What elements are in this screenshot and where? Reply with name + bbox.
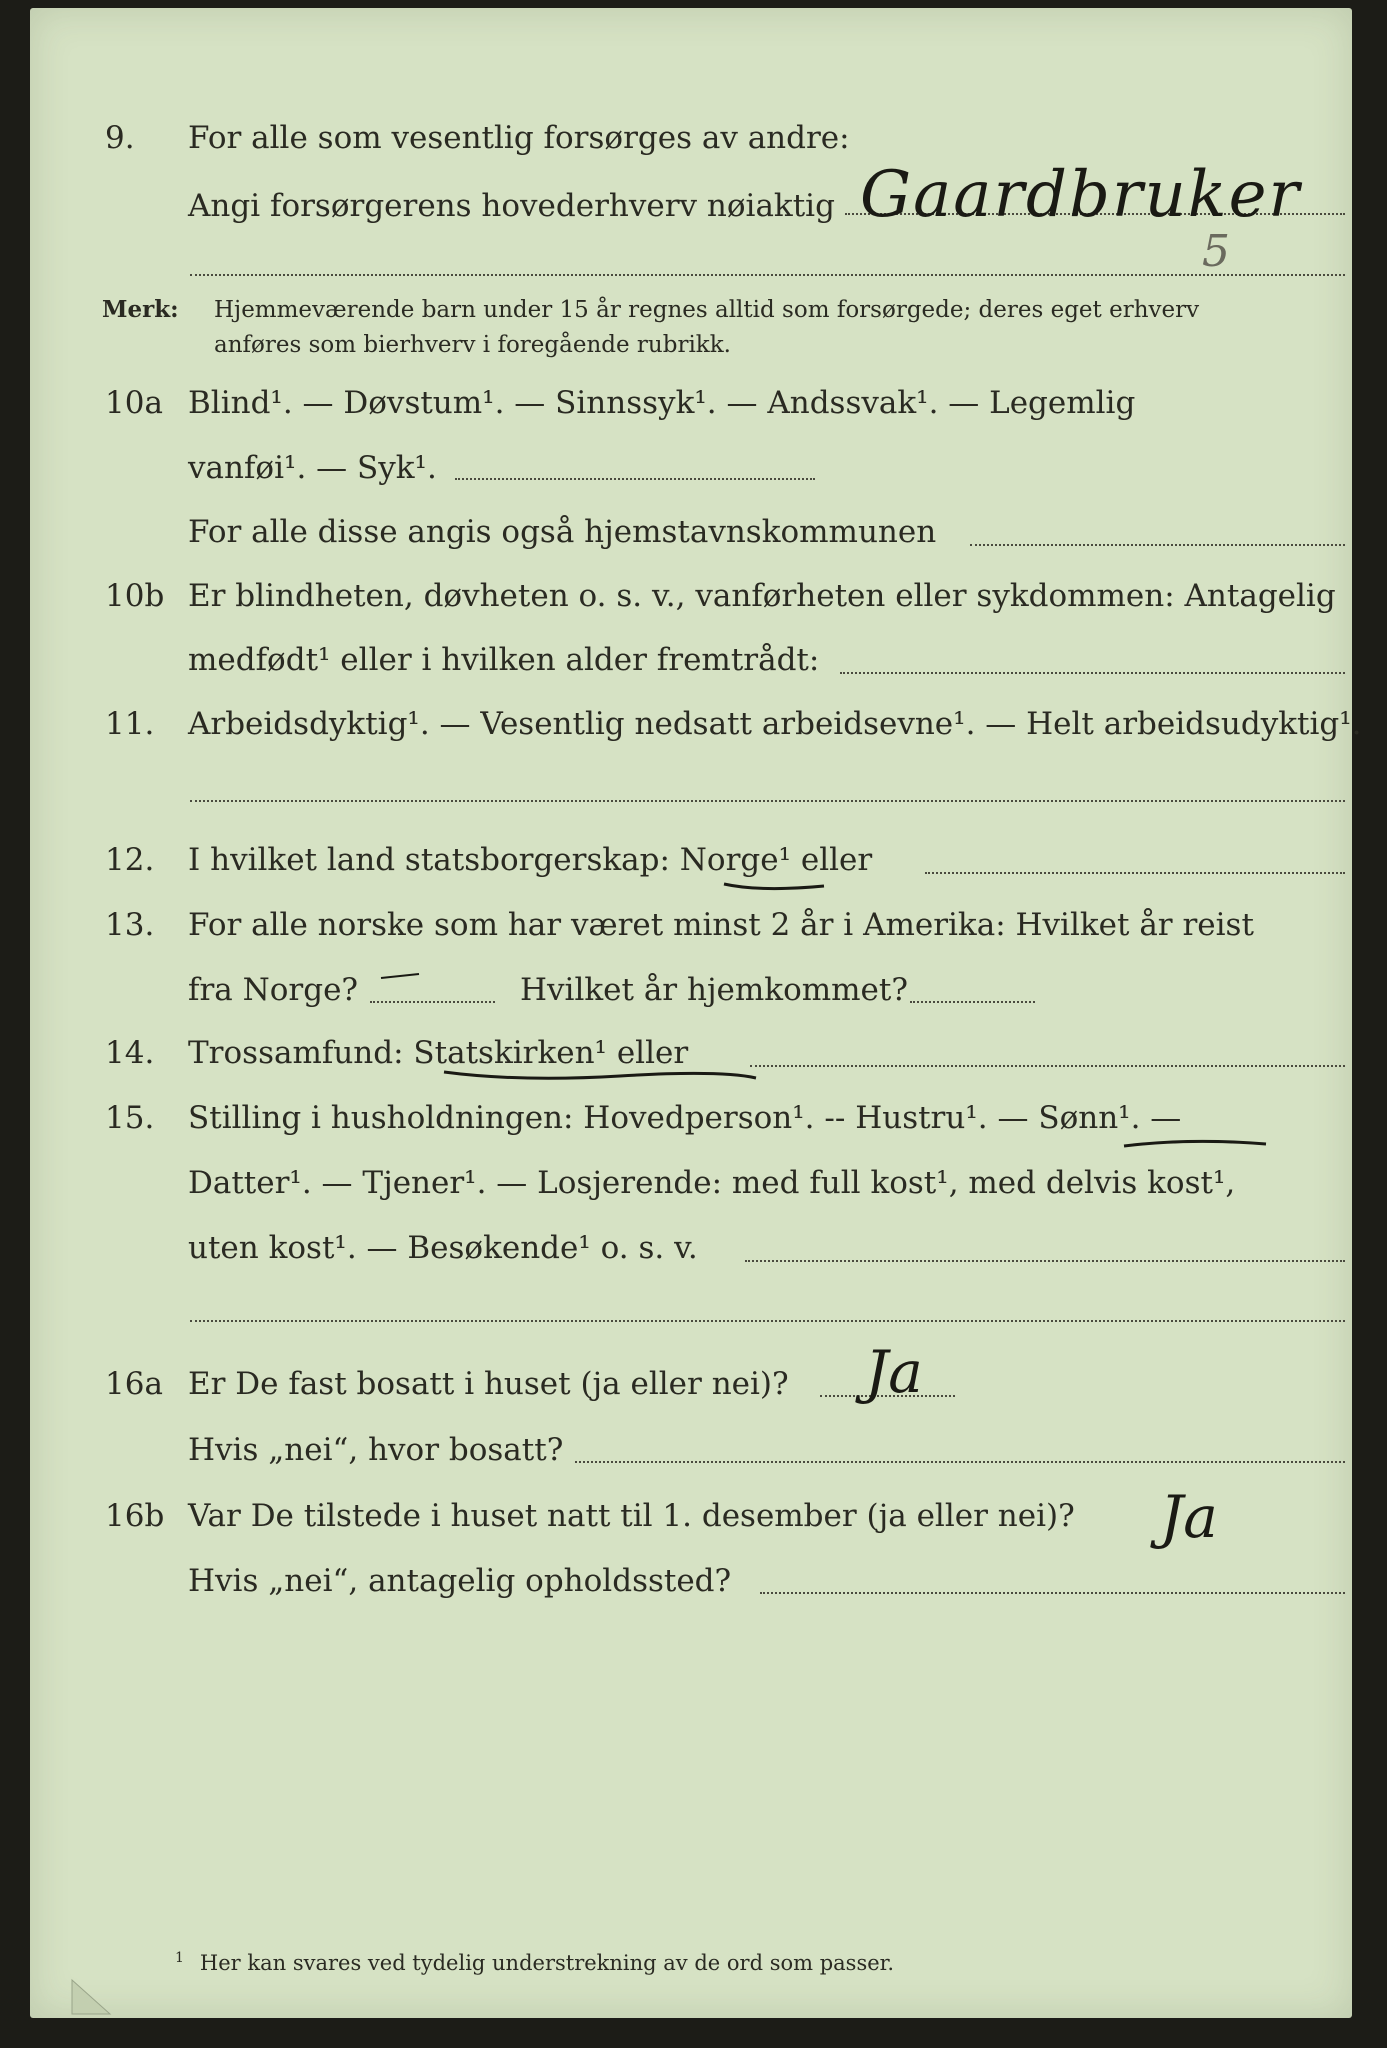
question-text: Datter¹. — Tjener¹. — Losjerende: med full kost¹, med delvis kost¹,	[188, 1165, 1236, 1201]
question-number: 14.	[105, 1035, 155, 1071]
question-text: Var De tilstede i huset natt til 1. desember (ja eller nei)?	[188, 1498, 1075, 1534]
question-text: Hvis „nei“, antagelig opholdssted?	[188, 1563, 732, 1599]
question-text: For alle disse angis også hjemstavnskommunen	[188, 514, 937, 550]
answer-line	[970, 544, 1345, 546]
answer-line	[910, 1001, 1035, 1003]
footnote-text: Her kan svares ved tydelig understrekning av de ord som passer.	[199, 1951, 895, 1975]
answer-line	[760, 1592, 1345, 1594]
question-text: I hvilket land statsborgerskap: Norge¹ eller	[188, 842, 873, 878]
answer-line	[840, 672, 1345, 674]
question-text: Angi forsørgerens hovederhverv nøiaktig	[188, 188, 835, 224]
question-text: Hvilket år hjemkommet?	[520, 972, 908, 1008]
answer-line	[750, 1065, 1345, 1067]
question-text: Er blindheten, døvheten o. s. v., vanførheten eller sykdommen: Antagelig	[188, 578, 1336, 614]
handwritten-mark: 5	[1202, 226, 1230, 277]
question-text: Arbeidsdyktig¹. — Vesentlig nedsatt arbeidsevne¹. — Helt arbeidsudyktig¹.	[188, 706, 1362, 742]
handwritten-answer-q16b: Ja	[1160, 1483, 1218, 1551]
question-number: 11.	[105, 706, 155, 742]
question-number: 10b	[105, 578, 165, 614]
question-text: Er De fast bosatt i huset (ja eller nei)?	[188, 1366, 789, 1402]
question-text: Hvis „nei“, hvor bosatt?	[188, 1432, 564, 1468]
question-number: 12.	[105, 842, 155, 878]
question-number: 16b	[105, 1498, 165, 1534]
handwritten-answer-q16a: Ja	[865, 1338, 923, 1406]
underline-mark-sonn	[1120, 1136, 1270, 1154]
answer-line	[190, 274, 1345, 276]
handwritten-answer-q9: Gaardbruker	[860, 158, 1302, 232]
note-text: Hjemmeværende barn under 15 år regnes alltid som forsørgede; deres eget erhverv	[214, 297, 1200, 323]
question-number: 13.	[105, 907, 155, 943]
underline-mark-statskirken	[440, 1068, 760, 1086]
note-text: anføres som bierhverv i foregående rubrikk.	[214, 332, 731, 358]
note-label: Merk:	[102, 296, 179, 323]
question-text: uten kost¹. — Besøkende¹ o. s. v.	[188, 1230, 698, 1266]
answer-line	[575, 1461, 1345, 1463]
question-text: Stilling i husholdningen: Hovedperson¹. -- Hustru¹. — Sønn¹. —	[188, 1100, 1182, 1136]
answer-line	[190, 1320, 1345, 1322]
census-form-sheet	[30, 8, 1362, 2018]
corner-fold	[70, 1978, 130, 2018]
answer-line	[190, 800, 1345, 802]
question-number: 16a	[105, 1366, 163, 1402]
answer-line	[925, 872, 1345, 874]
question-text: For alle som vesentlig forsørges av andre:	[188, 120, 850, 156]
question-text: Trossamfund: Statskirken¹ eller	[188, 1035, 689, 1071]
footnote-mark: 1	[175, 1950, 184, 1966]
question-text: For alle norske som har været minst 2 år i Amerika: Hvilket år reist	[188, 907, 1254, 943]
question-text: vanføi¹. — Syk¹.	[188, 450, 437, 486]
question-number: 15.	[105, 1100, 155, 1136]
question-text: medfødt¹ eller i hvilken alder fremtrådt:	[188, 642, 820, 678]
underline-mark-norge	[720, 878, 830, 896]
answer-line	[745, 1260, 1345, 1262]
answer-line	[370, 1001, 495, 1003]
question-number: 10a	[105, 385, 163, 421]
answer-line	[455, 478, 815, 480]
footnote	[175, 1950, 894, 1975]
question-text: fra Norge?	[188, 972, 359, 1008]
question-number: 9.	[105, 120, 135, 156]
question-text: Blind¹. — Døvstum¹. — Sinnssyk¹. — Andssvak¹. — Legemlig	[188, 385, 1136, 421]
dash-mark	[375, 970, 435, 982]
